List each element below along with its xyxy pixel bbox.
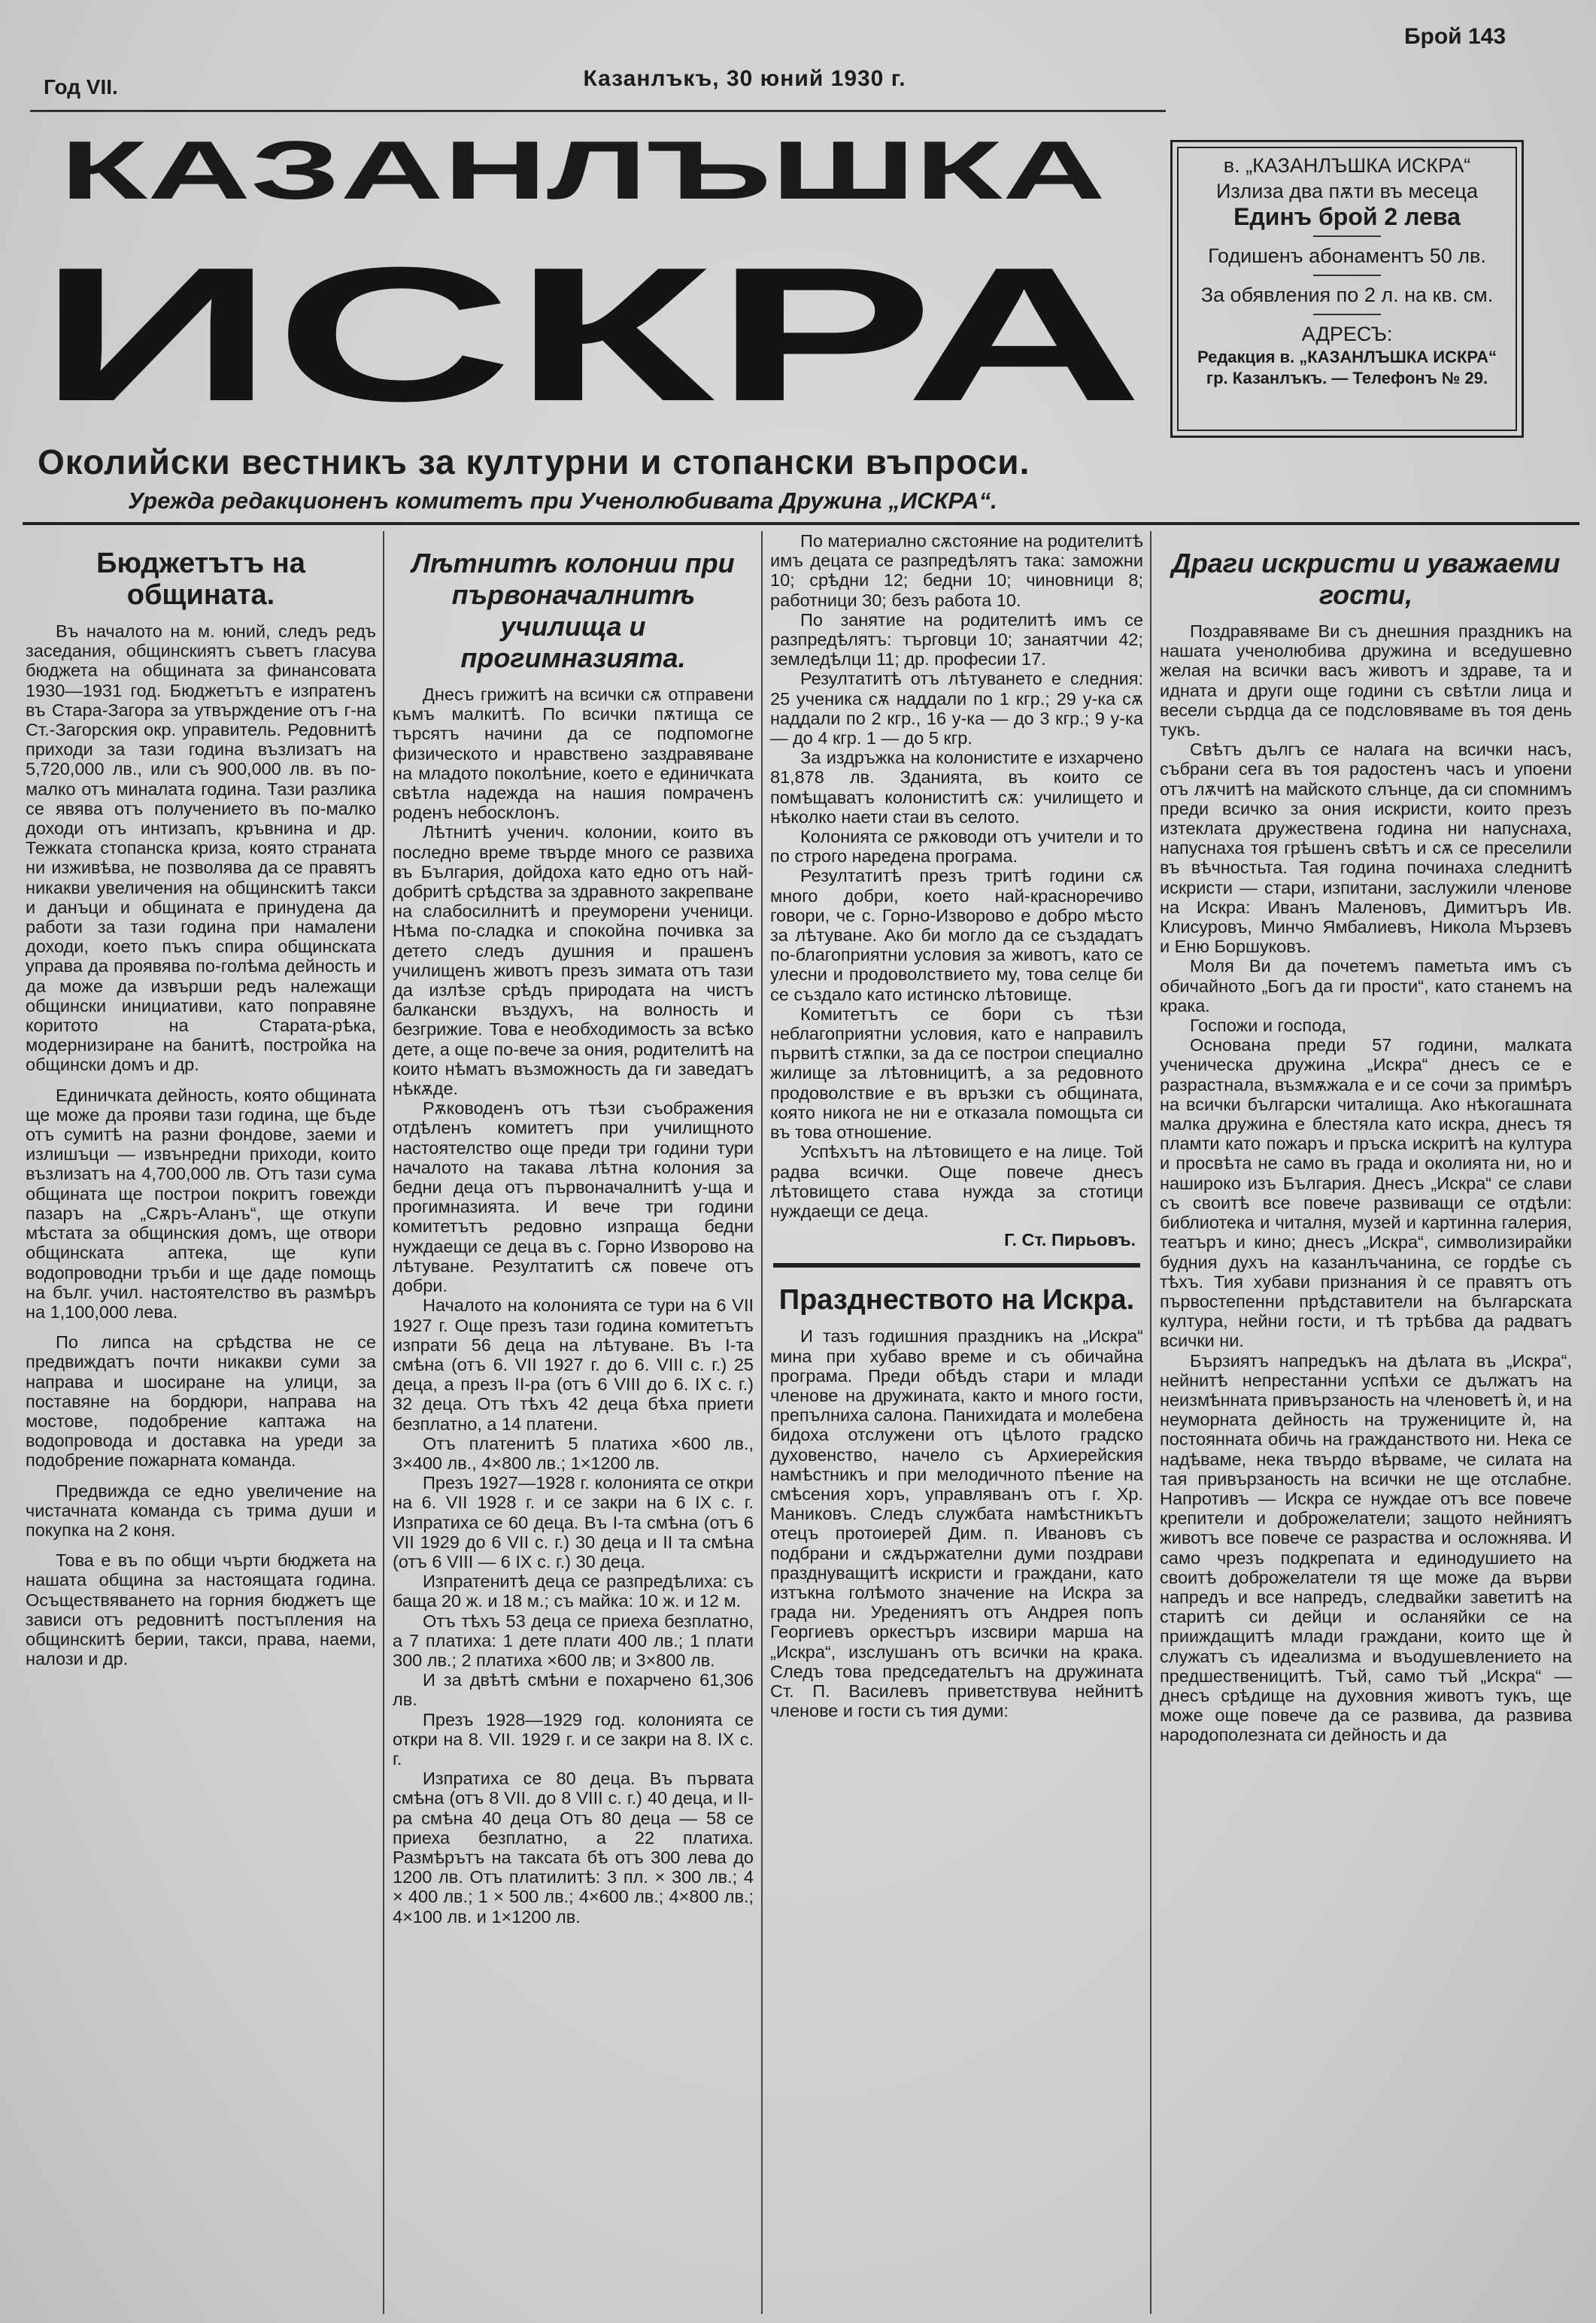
article-rule: [773, 1263, 1140, 1268]
article-paragraph: И за двѣтѣ смѣни е похарчено 61,306 лв.: [393, 1670, 754, 1710]
volume-year: Год VII.: [44, 75, 118, 99]
article-paragraph: Рѫководенъ отъ тѣзи съображения отдѣленъ комитетъ при училищното настоятелство още преди три години тури началото на такава лѣтна колония за бедни деца отъ първоначалнитѣ у-ща и прогимназията. И вече три години комитетътъ редовно изпраща бедни нуждаещи се деца въ с. Горно Изворово на лѣтуване. Резултатитѣ сѫ повече отъ добри.: [393, 1098, 754, 1296]
info-address-1: Редакция в. „КАЗАНЛЪШКА ИСКРА“: [1197, 348, 1497, 366]
article-paragraph: Въ началото на м. юний, следъ редъ заседания, общинскиятъ съветъ гласува бюджета на общината за финансовата 1930—1931 год. Бюджетътъ е изпратенъ въ Стара-Загора за утвърждение отъ г-на Ст.-Загорския окр. управитель. Редовнитѣ приходи за тази година възлизатъ на 5,720,000 лв., или съ 900,000 лв. въ по-малко отъ миналата година. Тази разлика се явява отъ получението въ по-малко доходи отъ интизапъ, кръвнина и др. Тежката стопанска криза, която страната ни изживѣва, не позволява да се правятъ никакви увеличения на общинскитѣ такси и данъци и общината е принудена да работи за тази година при намалени доходи, което пъкъ спира общинската управа да проявява по-голѣма дейность и да може да извърши редъ належащи общински инициативи, като поправяне коритото на Старата-рѣка, модернизиране на банитѣ, постройка на общински домъ и др.: [26, 621, 376, 1075]
info-price: Единъ брой 2 лева: [1233, 203, 1461, 230]
masthead-line-1: КАЗАНЛЪШКА: [60, 124, 1106, 217]
info-subscription: Годишенъ абонаментъ 50 лв.: [1208, 244, 1486, 267]
article-paragraph: Комитетътъ се бори съ тѣзи неблагоприятни условия, като е направилъ първитѣ стѫпки, за да се построи специално жилище за лѣтовницитѣ, а за редовното продоволствие е въ връзки съ общината, която никога не ни е отказала помощьта си въ това отношение.: [770, 1004, 1143, 1143]
article-paragraph: Резултатитѣ отъ лѣтуването е следния: 25 ученика сѫ наддали по 1 кгр.; 29 у-ка сѫ наддали по 2 кгр., 16 у-ка — до 3 кгр.; 9 у-ка — до 4 кгр. 1 — до 5 кгр.: [770, 669, 1143, 749]
column-2: [393, 531, 754, 1927]
article-paragraph: Предвижда се едно увеличение на чистачната команда съ трима души и покупка на 2 коня.: [26, 1480, 376, 1540]
article-paragraph: Резултатитѣ презъ тритѣ години сѫ много добри, което най-красноречиво говори, че с. Горно-Изворово е добро мѣсто за лѣтуване. Ако би могло да се създадатъ по-благоприятни условия за животъ, като се улесни и продоволствието му, това селце би се създало като истинско лѣтовище.: [770, 866, 1143, 1004]
article-paragraph: Отъ платенитѣ 5 платиха ×600 лв., 3×400 лв., 4×800 лв.; 1×1200 лв.: [393, 1433, 754, 1473]
article-paragraph: За издръжка на колонистите е изхарчено 81,878 лв. Зданията, въ които се помѣщаватъ колониститѣ сѫ: училището и нѣколко наети стаи въ селото.: [770, 748, 1143, 827]
article-paragraph: По липса на срѣдства не се предвиждатъ почти никакви суми за направа и шосиране на улици, за поставяне на бордюри, направа на мостове, подобрение каптажа на водопровода и доставка на уреди за подобрение пожарната команда.: [26, 1332, 376, 1471]
article-paragraph: И тазъ годишния праздникъ на „Искра“ мина при хубаво време и съ обичайна програма. Преди обѣдъ стари и млади членове на дружината, както и много гости, препълниха салона. Панихидата и молебена бидоха отслужени отъ цѣлото градско духовенство, начело съ Архиерейския намѣстникъ и при мелодичното пѣение на смѣсения хоръ, управляванъ отъ г. Хр. Маниковъ. Следъ службата намѣстникътъ отецъ протоиерей Дим. п. Ивановъ съ подбрани и сѫдържателни думи поздрави празднуващитѣ искристи и граждани, като изтъкна голѣмото значение на Искра за града ни. Уредениятъ отъ Андрея попъ Георгиевъ оркестъръ изсвири марша на „Искра“, изслушанъ отъ всички на крака. Следъ това председательтъ на дружината Ст. П. Василевъ приветствува нейнитѣ членове и гости съ тия думи:: [770, 1326, 1143, 1721]
article-heading: Драги искристи и уважаеми гости,: [1171, 548, 1561, 610]
article-paragraph: Днесъ грижитѣ на всички сѫ отправени къмъ малкитѣ. По всички пѫтища се търсятъ начини да се подпомогне физическото и нравствено заздравяване на младото поколѣние, което е единичката свѣтла надежда на нашия помраченъ роденъ небосклонъ.: [393, 685, 754, 823]
article-paragraph: Това е въ по общи чърти бюджета на нашата община за настоящата година. Осъществяването на горния бюджетъ ще зависи отъ редовнитѣ постъпления на общинскитѣ берии, такси, права, наеми, налози и др.: [26, 1550, 376, 1669]
article-paragraph: Моля Ви да почетемъ паметьта имъ съ обичайното „Богъ да ги прости“, като станемъ на крака.: [1160, 956, 1572, 1016]
column-4: [1160, 531, 1572, 1745]
info-address-label: АДРЕСЪ:: [1301, 323, 1393, 345]
issue-number: Брой 143: [1403, 24, 1506, 49]
subtitle: Околийски вестникъ за културни и стопански въпроси.: [38, 442, 1030, 481]
article-paragraph: По материално сѫстояние на родителитѣ имъ децата се разпредѣлятъ така: заможни 10; срѣдни 12; бедни 10; чиновници 8; работници 30; безъ работа 10.: [770, 531, 1143, 610]
article-paragraph: Успѣхътъ на лѣтовището е на лице. Той радва всички. Още повече днесъ лѣтовището става нужда за стотици нуждаещи се деца.: [770, 1142, 1143, 1221]
committee-line: Урежда редакционенъ комитетъ при Ученолюбивата Дружина „ИСКРА“.: [128, 487, 997, 514]
article-paragraph: Отъ тѣхъ 53 деца се приеха безплатно, а 7 платиха: 1 дете плати 400 лв.; 1 плати 300 лв.; 2 платиха ×600 лв; и 3×800 лв.: [393, 1611, 754, 1670]
header-rule: [23, 522, 1579, 525]
column-1: [26, 531, 376, 1669]
article-paragraph: Свѣтъ дългъ се налага на всички насъ, събрани сега въ тоя радостенъ часъ и упоени отъ лѫчитѣ на майското слънце, да си спомнимъ преди всичко за ония искристи, които презъ изтеклата дружествена година ни напуснаха, напуснаха тоя грѣшенъ свѣтъ и сѫ се преселили въ вѣчностьта. Тая година починаха следнитѣ искристи — стари, изпитани, заслужили членове на Искра: Иванъ Маленовъ, Димитъръ Ив. Клисуровъ, Минчо Ямбалиевъ, Никола Мързевъ и Еню Боршуковъ.: [1160, 739, 1572, 957]
article-paragraph: По занятие на родителитѣ имъ се разпредѣлятъ: търговци 10; занаятчии 42; земледѣлци 11; др. професии 17.: [770, 609, 1143, 670]
dateline: Казанлъкъ, 30 юний 1930 г.: [583, 66, 906, 91]
article-paragraph: Единичката дейность, която общината ще може да прояви тази година, ще бъде отъ сумитѣ на разни фондове, заеми и излишъци — извънредни приходи, които възлизатъ на 4,700,000 лв. Отъ тази сума общината ще построи покритъ говежди пазаръ на „Сѫръ-Аланъ“, ще откупи мѣстата за общинския домъ, ще отвори общинската аптека, ще купи водопроводни тръби и ще даде помощь на бълг. учил. настоятелство въ размѣръ на 1,100,000 лева.: [26, 1085, 376, 1322]
info-paper-name: в. „КАЗАНЛЪШКА ИСКРА“: [1223, 154, 1471, 177]
column-divider: [761, 531, 763, 2314]
column-divider: [1150, 531, 1151, 2314]
article-paragraph: Лѣтнитѣ ученич. колонии, които въ последно време твърде много се развиха въ България, дойдоха като едно отъ най-добритѣ срѣдства за здравното закрепване на слабосилнитѣ и преуморени ученици. Нѣма по-сладка и спокойна почивка за детето следъ душния и прашенъ училищенъ животъ презъ зимата отъ тази да излѣзе срѣдъ природата на чистъ балкански въздухъ, на волность и безгрижие. Това е необходимость за всѣко дете, а още по-вече за ония, родителитѣ на които нѣматъ възможность да ги заведатъ нѣкѫде.: [393, 822, 754, 1099]
article-paragraph: Госпожи и господа,: [1190, 1016, 1347, 1036]
info-ads: За обявления по 2 л. на кв. см.: [1200, 284, 1494, 306]
info-address-2: гр. Казанлъкъ. — Телефонъ № 29.: [1206, 369, 1488, 387]
article-heading: Празднеството на Искра.: [778, 1284, 1135, 1316]
article-paragraph: Колонията се рѫководи отъ учители и то по строго наредена програма.: [770, 827, 1143, 867]
author-signature: Г. Ст. Пирьовъ.: [1004, 1230, 1136, 1250]
article-paragraph: Поздравяваме Ви съ днешния праздникъ на нашата ученолюбива дружина и вседушевно желая на всички васъ животъ и здраве, та и идната и други още години съ свѣтли лица и весели сърдца да се подсловяваме въ тоя день тукъ.: [1160, 621, 1572, 740]
column-divider: [383, 531, 384, 2314]
article-paragraph: Изпратиха се 80 деца. Въ първата смѣна (отъ 8 VII. до 8 VIII с. г.) 40 деца, и II-ра смѣна 40 деца Отъ 80 деца — 58 се приеха безплатно, а 22 платиха. Размѣрътъ на таксата бѣ отъ 300 лева до 1200 лв. Отъ платилитѣ: 3 пл. × 300 лв.; 4 × 400 лв.; 1 × 500 лв.; 4×600 лв.; 4×800 лв.; 4×100 лв. и 1×1200 лв.: [393, 1769, 754, 1927]
article-paragraph: Основана преди 57 години, малката ученическа дружина „Искра“ днесъ се е разрастнала, възмѫжала е и се сочи за примѣръ на всички български читалища. Ако нѣкогашната малка дружина е блестяла като искра, днесъ тя пламти като пожаръ и пръска искритѣ на култура и просвѣта не само въ града и околията ни, но и нашироко изъ България. Днесъ „Искра“ се слави съ своитѣ все повече развиващи се отдѣли: библиотека и читалня, музей и картинна галерия, театъръ и кино; днесъ „Искра“, символизирайки будния духъ на казанлъчанина, се гордѣе съ тѣхъ. Тия хубави признания ѝ се правятъ отъ първостепенни прѣдставители на българската култура, нейни гости, и тѣ трѣбва да радватъ всички ни.: [1160, 1035, 1572, 1351]
article-paragraph: Началото на колонията се тури на 6 VII 1927 г. Още презъ тази година комитетътъ изпрати 56 деца на лѣтуване. Въ I-та смѣна (отъ 6. VII 1927 г. до 6. VIII с. г.) 25 деца, а презъ II-ра (отъ 6 VIII до 6. IX с. г.) 32 деца. Отъ тѣхъ 42 деца бѣха приети безплатно, а 14 платени.: [393, 1295, 754, 1434]
article-heading: Бюджетътъ на общината.: [96, 548, 305, 611]
divider: [1313, 275, 1381, 276]
article-paragraph: Бързиятъ напредъкъ на дѣлата въ „Искра“, нейнитѣ непрестанни успѣхи се дължатъ на неизмѣнната привързаность на членоветѣ ѝ, и на неуморната дейность на тружениците ѝ, на постоянната обичь на гражданството ни. Нека се надѣваме, нека твърдо вѣрваме, че силата на тая привързаность на всички не ще отслабне. Напротивъ — Искра се нуждае отъ все повече крепители и доброжелатели; защото нейниятъ животъ все повече се разраства и осложнява. И само чрезъ подкрепата и единодушието на своитѣ доброжелатели тя ще може да върви напредъ и все напредъ, следвайки заветитѣ на старитѣ си дейци и осланяйки се на прииждащитѣ млади граждани, които ще ѝ служатъ съ идеализма и въодушевлението на предшественицитѣ. Тъй, само тъй „Искра“ — днесъ срѣдище на духовния животъ тукъ, ще може още повече да се развива, да развива народополезната си дейность и да: [1160, 1350, 1572, 1745]
masthead-logo-line-1: [30, 120, 1158, 218]
column-3: [770, 531, 1143, 1720]
article-heading: Лѣтнитѣ колонии при първоначалнитѣ училища и прогимназията.: [411, 548, 735, 673]
masthead-line-2: ИСКРА: [38, 227, 1143, 441]
article-paragraph: Изпратенитѣ деца се разпредѣлиха: съ баща 20 ж. и 18 м.; съ майка: 10 ж. и 12 м.: [393, 1571, 754, 1611]
divider: [1313, 314, 1381, 315]
info-box: [1170, 140, 1524, 438]
article-paragraph: Презъ 1928—1929 год. колонията се откри на 8. VII. 1929 г. и се закри на 8. IX с. г.: [393, 1709, 754, 1769]
masthead-logo-line-2: [30, 226, 1158, 440]
top-rule: [30, 110, 1166, 112]
divider: [1313, 235, 1381, 237]
info-frequency: Излиза два пѫти въ месеца: [1216, 180, 1478, 202]
article-paragraph: Презъ 1927—1928 г. колонията се откри на 6. VII 1928 г. и се закри на 6 IX с. г. Изпратиха се 60 деца. Въ I-та смѣна (отъ 6 VII 1929 до 6 VII с. г.) 30 деца и II та смѣна (отъ 6 VIII — 6 IX с. г.) 30 деца.: [393, 1473, 754, 1571]
